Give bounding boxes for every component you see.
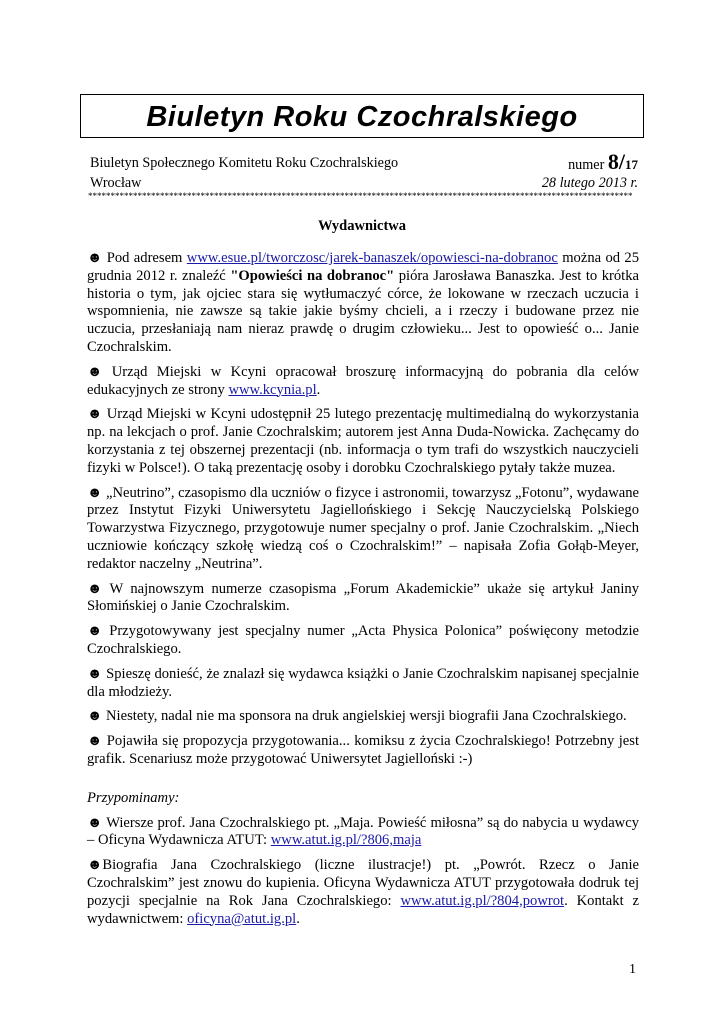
issue-date: 28 lutego 2013 r.: [541, 175, 638, 191]
link-opowiesci[interactable]: www.esue.pl/tworczosc/jarek-banaszek/opowiesci-na-dobranoc: [186, 250, 558, 266]
bullet-icon: ☻: [87, 857, 103, 874]
list-item: ☻ Urząd Miejski w Kcyni opracował broszurę informacyjną do pobrania dla celów edukacyjnych ze strony www.kcynia.pl.: [87, 363, 639, 398]
bullet-icon: ☻: [87, 363, 103, 380]
list-item: ☻ Pod adresem www.esue.pl/tworczosc/jarek-banaszek/opowiesci-na-dobranoc można od 25 grudnia 2012 r. znaleźć "Opowieści na dobranoc" pióra Jarosława Banaszka. Jest to krótka historia o tym, jak ojciec stara się wytłumaczyć córce, że lokowane w rzeczach uczucia i wspomnienia, nie zawsze są takie jakie byśmy chcieli, a i rzeczy i budowane przez nie uczucia, przesłaniają nam nieraz prawdę o drugim człowieku... Jest to opowieść o... Janie Czochralskim.: [87, 250, 639, 355]
issue-number-main: 8/: [607, 149, 625, 174]
list-item: ☻ Spieszę donieść, że znalazł się wydawca książki o Janie Czochralskim napisanej specjalnie dla młodzieży.: [87, 665, 639, 700]
bulletin-title-box: [80, 94, 644, 138]
list-item: ☻ W najnowszym numerze czasopisma „Forum Akademickie” ukaże się artykuł Janiny Słomińskiej o Janie Czochralskim.: [87, 580, 639, 615]
bullet-icon: ☻: [87, 623, 103, 640]
bulletin-title: Biuletyn Roku Czochralskiego: [146, 101, 578, 133]
email-link[interactable]: oficyna@atut.ig.pl: [187, 910, 297, 927]
list-item: ☻ Przygotowywany jest specjalny numer „Acta Physica Polonica” poświęcony metodzie Czochralskiego.: [87, 623, 639, 657]
issue-number-total: 17: [625, 157, 638, 172]
issue-number: [568, 149, 638, 175]
bullet-icon: ☻: [87, 733, 103, 750]
bullet-icon: ☻: [87, 250, 103, 266]
separator: *************************************************************************************************************************: [88, 192, 633, 200]
content: [87, 250, 639, 935]
bullet-icon: ☻: [87, 580, 103, 597]
link-kcynia[interactable]: www.kcynia.pl: [228, 381, 317, 398]
bullet-icon: ☻: [87, 484, 103, 501]
bullet-icon: ☻: [87, 708, 103, 725]
list-item: ☻ Pojawiła się propozycja przygotowania... komiksu z życia Czochralskiego! Potrzebny jest grafik. Scenariusz może przygotować Uniwersytet Jagielloński :-): [87, 733, 639, 767]
bullet-icon: ☻: [87, 665, 103, 682]
page-number: 1: [629, 962, 636, 977]
city-date-line: [90, 175, 638, 192]
link-maja[interactable]: www.atut.ig.pl/?806,maja: [270, 832, 422, 849]
link-powrot[interactable]: www.atut.ig.pl/?804,powrot: [400, 892, 565, 909]
publisher-name: Biuletyn Społecznego Komitetu Roku Czochralskiego: [90, 155, 399, 171]
list-item: ☻ „Neutrino”, czasopismo dla uczniów o fizyce i astronomii, towarzysz „Fotonu”, wydawane przez Instytut Fizyki Uniwersytetu Jagiellońskiego i Sekcję Nauczycielską Polskiego Towarzystwa Fizycznego, przygotowuje numer specjalny o prof. Janie Czochralskim. „Niech uczniowie kończący szkołę wiedzą coś o Czochralskim!” – napisała Zofia Gołąb-Meyer, redaktor naczelny „Neutrina”.: [87, 484, 639, 572]
issue-number-label: numer: [568, 157, 605, 173]
section-title: Wydawnictwa: [317, 218, 407, 234]
list-item: ☻ Niestety, nadal nie ma sponsora na druk angielskiej wersji biografii Jana Czochralskiego.: [87, 708, 627, 725]
list-item: ☻ Urząd Miejski w Kcyni udostępnił 25 lutego prezentację multimedialną do wykorzystania np. na lekcjach o prof. Janie Czochralskim; autorem jest Anna Duda-Nowicka. Zachęcamy do korzystania z tej obszernej prezentacji (nb. informacja o tym trafi do wszystkich nauczycieli fizyki w Polsce!). O taką prezentację osoby i dorobku Czochralskiego pytały także muzea.: [87, 406, 639, 476]
bullet-icon: ☻: [87, 406, 103, 423]
list-item: ☻Biografia Jana Czochralskiego (liczne ilustracje!) pt. „Powrót. Rzecz o Janie Czochralskim” jest znowu do kupienia. Oficyna Wydawnicza ATUT przygotowała dodruk tej pozycji specjalnie na Rok Jana Czochralskiego: www.atut.ig.pl/?804,powrot. Kontakt z wydawnictwem: oficyna@atut.ig.pl.: [87, 857, 639, 927]
list-item: ☻ Wiersze prof. Jana Czochralskiego pt. „Maja. Powieść miłosna” są do nabycia u wydawcy – Oficyna Wydawnicza ATUT: www.atut.ig.pl/?806,maja: [87, 814, 639, 849]
bullet-icon: ☻: [87, 814, 103, 831]
reminder-heading: Przypominamy:: [87, 789, 180, 806]
city: Wrocław: [90, 175, 142, 191]
publisher-line: [90, 149, 638, 174]
